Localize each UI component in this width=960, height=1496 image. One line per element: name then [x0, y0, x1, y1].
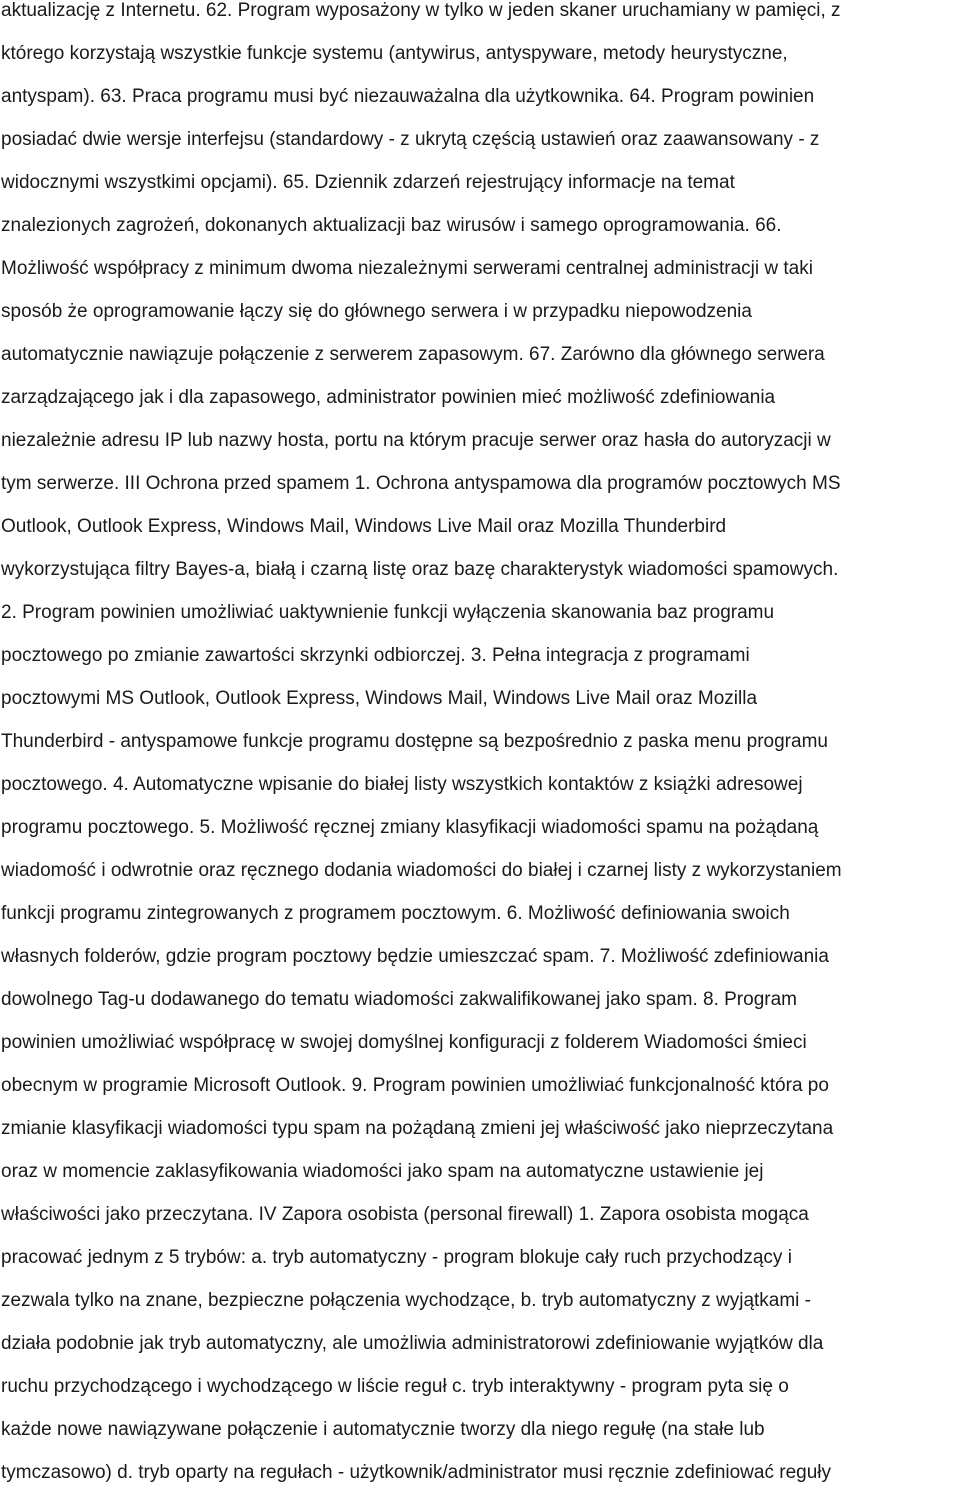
text-line: obecnym w programie Microsoft Outlook. 9. Program powinien umożliwiać funkcjonalność która po — [1, 1075, 829, 1096]
text-line: dowolnego Tag-u dodawanego do tematu wiadomości zakwalifikowanej jako spam. 8. Program — [1, 989, 797, 1010]
text-line: sposób że oprogramowanie łączy się do głównego serwera i w przypadku niepowodzenia — [1, 301, 752, 322]
text-line: tym serwerze. III Ochrona przed spamem 1. Ochrona antyspamowa dla programów pocztowych MS — [1, 473, 841, 494]
text-line: zarządzającego jak i dla zapasowego, administrator powinien mieć możliwość zdefiniowania — [1, 387, 776, 408]
text-line: funkcji programu zintegrowanych z programem pocztowym. 6. Możliwość definiowania swoich — [1, 903, 790, 924]
text-line: każde nowe nawiązywane połączenie i automatycznie tworzy dla niego regułę (na stałe lub — [1, 1419, 765, 1440]
text-line: oraz w momencie zaklasyfikowania wiadomości jako spam na automatyczne ustawienie jej — [1, 1161, 764, 1182]
text-line: wiadomość i odwrotnie oraz ręcznego dodania wiadomości do białej i czarnej listy z wykorzystaniem — [1, 860, 842, 881]
text-line: powinien umożliwiać współpracę w swojej domyślnej konfiguracji z folderem Wiadomości śmieci — [1, 1032, 807, 1053]
text-line: 2. Program powinien umożliwiać uaktywnienie funkcji wyłączenia skanowania baz programu — [1, 602, 775, 623]
text-line: pocztowymi MS Outlook, Outlook Express, Windows Mail, Windows Live Mail oraz Mozilla — [1, 688, 758, 709]
text-line: Thunderbird - antyspamowe funkcje programu dostępne są bezpośrednio z paska menu programu — [1, 731, 828, 752]
text-line: zezwala tylko na znane, bezpieczne połączenia wychodzące, b. tryb automatyczny z wyjątkami - — [1, 1290, 812, 1311]
text-line: tymczasowo) d. tryb oparty na regułach - użytkownik/administrator musi ręcznie zdefiniować reguły — [1, 1462, 831, 1483]
text-line: widocznymi wszystkimi opcjami). 65. Dziennik zdarzeń rejestrujący informacje na temat — [1, 172, 735, 193]
text-line: zmianie klasyfikacji wiadomości typu spam na pożądaną zmieni jej właściwość jako nieprzeczytana — [1, 1118, 834, 1139]
text-line: działa podobnie jak tryb automatyczny, ale umożliwia administratorowi zdefiniowanie wyjątków dla — [1, 1333, 824, 1354]
text-line: Outlook, Outlook Express, Windows Mail, Windows Live Mail oraz Mozilla Thunderbird — [1, 516, 727, 537]
text-line: pocztowego. 4. Automatyczne wpisanie do białej listy wszystkich kontaktów z książki adresowej — [1, 774, 803, 795]
text-line: posiadać dwie wersje interfejsu (standardowy - z ukrytą częścią ustawień oraz zaawansowany - z — [1, 129, 820, 150]
text-line: niezależnie adresu IP lub nazwy hosta, portu na którym pracuje serwer oraz hasła do autoryzacji w — [1, 430, 831, 451]
text-line: wykorzystująca filtry Bayes-a, białą i czarną listę oraz bazę charakterystyk wiadomości spamowych. — [1, 559, 839, 580]
text-line: własnych folderów, gdzie program pocztowy będzie umieszczać spam. 7. Możliwość zdefiniowania — [1, 946, 829, 967]
text-line: automatycznie nawiązuje połączenie z serwerem zapasowym. 67. Zarówno dla głównego serwera — [1, 344, 825, 365]
text-line: programu pocztowego. 5. Możliwość ręcznej zmiany klasyfikacji wiadomości spamu na pożądaną — [1, 817, 819, 838]
text-line: pracować jednym z 5 trybów: a. tryb automatyczny - program blokuje cały ruch przychodzący i — [1, 1247, 792, 1268]
text-line: aktualizację z Internetu. 62. Program wyposażony w tylko w jeden skaner uruchamiany w pamięci, z — [1, 0, 841, 21]
text-line: antyspam). 63. Praca programu musi być niezauważalna dla użytkownika. 64. Program powinien — [1, 86, 815, 107]
text-line: ruchu przychodzącego i wychodzącego w liście reguł c. tryb interaktywny - program pyta się o — [1, 1376, 789, 1397]
text-line: znalezionych zagrożeń, dokonanych aktualizacji baz wirusów i samego oprogramowania. 66. — [1, 215, 782, 236]
text-line: pocztowego po zmianie zawartości skrzynki odbiorczej. 3. Pełna integracja z programami — [1, 645, 750, 666]
text-line: Możliwość współpracy z minimum dwoma niezależnymi serwerami centralnej administracji w taki — [1, 258, 813, 279]
text-line: właściwości jako przeczytana. IV Zapora osobista (personal firewall) 1. Zapora osobista mogąca — [1, 1204, 809, 1225]
text-line: którego korzystają wszystkie funkcje systemu (antywirus, antyspyware, metody heurystyczne, — [1, 43, 788, 64]
